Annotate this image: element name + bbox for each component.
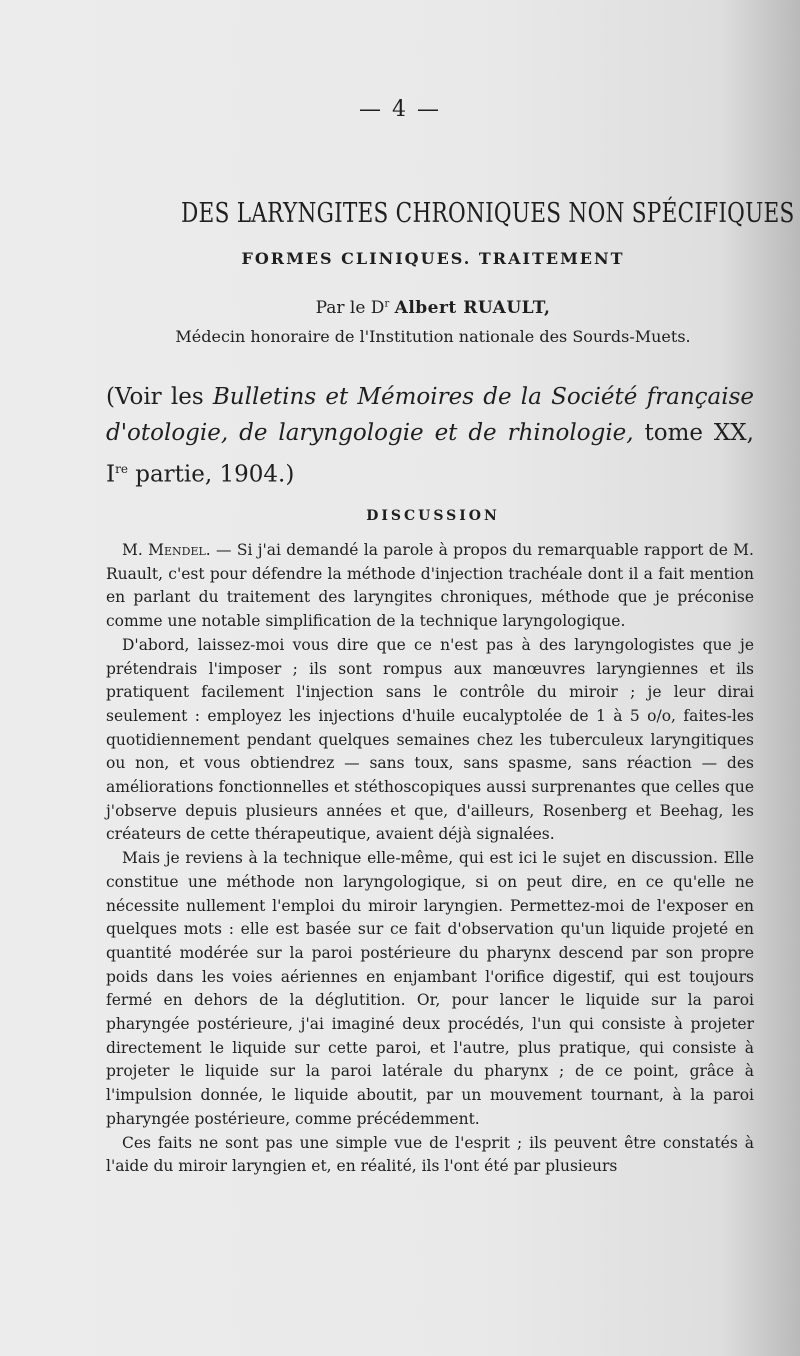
paragraph-4: Ces faits ne sont pas une simple vue de l'esprit ; ils peuvent être constatés à l'aide du miroir laryngien et, en réalité, ils l'ont été par plusieurs (106, 1133, 754, 1176)
page-number: — 4 — (359, 97, 441, 122)
speaker-name: M. Mendel. (122, 541, 211, 559)
paragraph-1 (106, 539, 754, 634)
paragraph-1-text: — Si j'ai demandé la parole à propos du remarquable rapport de M. Ruault, c'est pour défendre la méthode d'injection trachéale dont il a fait mention en parlant du traitement des laryngites chroniques, méthode que je préconise comme une notable simplification de la technique laryngologique. (106, 541, 754, 631)
author-prefix: Par le D (315, 298, 385, 318)
paragraph-3: Mais je reviens à la technique elle-même, qui est ici le sujet en discussion. Elle constitue une méthode non laryngologique, si on peut dire, en ce qu'elle ne nécessite nullement l'emploi du miroir laryngien. Permettez-moi de l'exposer en quelques mots : elle est basée sur ce fait d'observation qu'un liquide projeté en quantité modérée sur la paroi postérieure du pharynx descend par son propre poids dans les voies aériennes en enjambant l'orifice digestif, qui est toujours fermé en dehors de la déglutition. Or, pour lancer le liquide sur la paroi pharyngée postérieure, j'ai imaginé deux procédés, l'un qui consiste à projeter directement le liquide sur cette paroi, et l'autre, plus pratique, qui consiste à projeter le liquide sur la paroi latérale du pharynx ; de ce point, grâce à l'impulsion donnée, le liquide aboutit, par un mouvement tournant, à la paroi pharyngée postérieure, comme précédemment. (106, 849, 754, 1128)
article-title: DES LARYNGITES CHRONIQUES NON SPÉCIFIQUES (181, 198, 795, 229)
author-name: Albert RUAULT, (394, 298, 551, 318)
reference-rest2: partie, 1904.) (127, 461, 295, 488)
reference-rest1: tome XX, I (106, 420, 754, 488)
reference-sup: re (115, 462, 128, 476)
reference-note (106, 379, 754, 493)
body-text (106, 539, 754, 1179)
paragraph-2: D'abord, laissez-moi vous dire que ce n'est pas à des laryngologistes que je prétendrais l'imposer ; ils sont rompus aux manœuvres laryngiennes et ils pratiquent facilement l'injection sans le contrôle du miroir ; je leur dirai seulement : employez les injections d'huile eucalyptolée de 1 à 5 o/o, faites-les quotidiennement pendant quelques semaines chez les tuberculeux laryngitiques ou non, et vous obtiendrez — sans toux, sans spasme, sans réaction — des améliorations fonctionnelles et stéthoscopiques aussi surprenantes que celles que j'observe depuis plusieurs années et que, d'ailleurs, Rosenberg et Beehag, les créateurs de cette thérapeutique, avaient déjà signalées. (106, 635, 754, 844)
author-affiliation: Médecin honoraire de l'Institution nationale des Sourds-Muets. (175, 327, 691, 346)
article-subtitle: FORMES CLINIQUES. TRAITEMENT (241, 249, 625, 268)
author-line (0, 298, 800, 318)
section-heading: DISCUSSION (366, 508, 500, 524)
reference-italic-title: Bulletins et Mémoires de la Société française d'otologie, de laryngologie et de rhinologie, (106, 384, 755, 446)
reference-open: (Voir les (106, 384, 213, 410)
author-prefix-sup: r (384, 298, 390, 310)
